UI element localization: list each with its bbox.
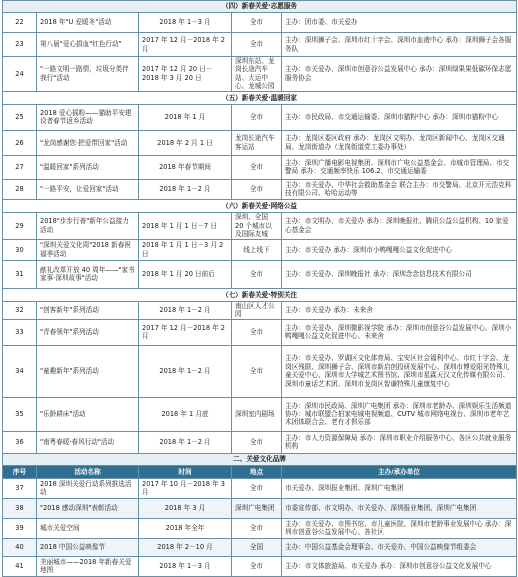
activity-place: 全国	[232, 538, 282, 556]
activity-time: 2018 年 1－3 月	[139, 13, 232, 33]
table-row	[3, 397, 517, 431]
activity-name: "创客新年"系列活动	[37, 301, 139, 319]
category-header-row	[3, 288, 517, 301]
activity-time: 2018 年 2 月 1 日	[139, 130, 232, 155]
activity-organizer: 市委宣传部、市文明办、市关爱办、深圳报业集团、深圳广电集团	[282, 498, 517, 518]
row-number: 34	[3, 345, 37, 397]
activity-time: 2018 年 1 月	[139, 104, 232, 130]
activity-organizer: 主办：市民政局、市交通运输委、深圳市猫粉中心 承办：深圳市猫粉中心	[282, 104, 517, 130]
column-header-num: 序号	[3, 465, 37, 478]
row-number: 24	[3, 57, 37, 92]
column-header-organizer: 主办/承办单位	[282, 465, 517, 478]
activity-name: "一路文明一路情，垃圾分类伴我行"活动	[37, 57, 139, 92]
table-row	[3, 130, 517, 155]
activity-organizer: 主办：市关爱办 承办：未来舍	[282, 301, 517, 319]
row-number: 25	[3, 104, 37, 130]
table-row	[3, 13, 517, 33]
row-number: 41	[3, 556, 37, 576]
row-number: 40	[3, 538, 37, 556]
activity-organizer: 主办：中国公益基金会理事会、市关爱办、中国公益映像节组委会	[282, 538, 517, 556]
table-row	[3, 104, 517, 130]
activity-name: "乐龄耕床"活动	[37, 397, 139, 431]
category-header: （六）新春关爱·网络公益	[3, 199, 517, 212]
activity-place: 深圳、全国 20 个城市以及国际友城	[232, 212, 282, 239]
table-row	[3, 478, 517, 498]
table-row	[3, 498, 517, 518]
activity-time: 2018 年 1－2 月	[139, 301, 232, 319]
table-row	[3, 319, 517, 345]
activity-organizer: 主办：市人力资源保障局 承办：深圳市职业介绍服务中心、各区公共就业服务机构	[282, 431, 517, 453]
activity-place: 线上线下	[232, 239, 282, 260]
activity-organizer: 主办：市关爱办、深圳市创意谷公益发展中心 承办：深圳绿果果低碳环保志愿服务协会	[282, 57, 517, 92]
activity-time: 2017 年 10 月－2018 年 3 月	[139, 478, 232, 498]
activity-name: 城市关爱空间	[37, 518, 139, 538]
row-number: 29	[3, 212, 37, 239]
table-row	[3, 260, 517, 288]
table-row	[3, 431, 517, 453]
activity-time: 2018 年 1 月 1 日－7 日	[139, 212, 232, 239]
activity-organizer: 主办：龙岗区委区政府 承办：龙岗区文明办、龙岗区新闻中心、龙岗区交通局、龙岗街道办（龙岗街道党工委办事处）	[282, 130, 517, 155]
table-row	[3, 57, 517, 92]
activity-organizer: 主办：深圳市民政局、深圳广电集团 承办：深圳市老龄办、深圳娱乐生活频道 协办：城市联盟合拍家电城电视频道、CUTV 城市网络电视台、深圳市老年艺术团体联合会、老有才俱乐部	[282, 397, 517, 431]
activity-name: 第八届"爱心捐血"红色行动"	[37, 33, 139, 57]
activity-name: 2018"步步行善"新年公益接力活动	[37, 212, 139, 239]
activity-name: "温暖回家"系列活动	[37, 155, 139, 179]
activity-place: 全市	[232, 319, 282, 345]
section-header-row	[3, 1, 517, 13]
activity-time: 2018 年全年	[139, 518, 232, 538]
activity-place: 全市	[232, 478, 282, 498]
table-row	[3, 301, 517, 319]
activity-place: 全市	[232, 104, 282, 130]
row-number: 31	[3, 260, 37, 288]
activity-time: 2018 年 1－2 月	[139, 179, 232, 199]
activity-name: "一路平安，让爱回家"活动	[37, 179, 139, 199]
table-row	[3, 179, 517, 199]
activity-place: 全市	[232, 13, 282, 33]
row-number: 35	[3, 397, 37, 431]
activity-organizer: 主办：市文体旅游局、市关爱办 承办：深圳市创意谷公益文化发展中心	[282, 556, 517, 576]
activity-place: 全市	[232, 33, 282, 57]
activity-place: 全市	[232, 556, 282, 576]
table-row	[3, 155, 517, 179]
column-header-time: 时间	[139, 465, 232, 478]
activity-time: 2017 年 12 月 20 日－2018 年 3 月 20 日	[139, 57, 232, 92]
row-number: 33	[3, 319, 37, 345]
activity-organizer: 主办：市关爱办、市图书馆、市儿童医院、深圳市老龄事业发展中心 承办：深圳市创意谷公益发展中心、各社区	[282, 518, 517, 538]
activity-time: 2018 年 3 月	[139, 498, 232, 518]
activity-time: 2017 年 12 月－2018 年 2 月	[139, 319, 232, 345]
table-row	[3, 556, 517, 576]
table-row	[3, 538, 517, 556]
activity-name: 2018 中国公益映像节	[37, 538, 139, 556]
activity-time: 2018 年 1 月 1 日－3 月 2 日	[139, 239, 232, 260]
activity-name: 2018 爱心摇粉——猫助平安建设者春节返乡活动	[37, 104, 139, 130]
activity-time: 2018 年 1 月 20 日前后	[139, 260, 232, 288]
activity-time: 2018 年春节期间	[139, 155, 232, 179]
activity-name: 献礼改革开放 40 周年——"家书 家事·深圳故事"活动	[37, 260, 139, 288]
table-header-row	[3, 465, 517, 478]
activity-name: "青春领年"系列活动	[37, 319, 139, 345]
column-header-place: 地点	[232, 465, 282, 478]
activity-organizer: 主办：深圳狮子会、深圳市红十字会、深圳市血液中心 承办：深圳狮子会各服务队	[282, 33, 517, 57]
table-row	[3, 33, 517, 57]
activity-name: 美丽城市——2018 年新春关爱地图	[37, 556, 139, 576]
activity-name: "童趣新年"系列活动	[37, 345, 139, 397]
section-header: （四）新春关爱·志愿服务	[3, 1, 517, 13]
row-number: 22	[3, 13, 37, 33]
activity-time: 2018 年 1－3 月	[139, 556, 232, 576]
table-row	[3, 345, 517, 397]
activity-organizer: 主办：市关爱办 承办：深圳市小鸭嘎嘎公益文化促进中心	[282, 239, 517, 260]
section-header-row	[3, 453, 517, 465]
activity-organizer: 主办：市关爱办、中华社会救助基金会 联合主办：市交警局、北京开元浩克科技有限公司、哈哈运动等	[282, 179, 517, 199]
activity-name: "南粤春暖·春风行动"活动	[37, 431, 139, 453]
program-table	[2, 0, 517, 577]
activity-place: 深圳广电集团	[232, 498, 282, 518]
row-number: 39	[3, 518, 37, 538]
row-number: 30	[3, 239, 37, 260]
activity-time: 2018 年 1 月底	[139, 397, 232, 431]
activity-place: 龙岗长途汽车客运站	[232, 130, 282, 155]
activity-place: 全市	[232, 179, 282, 199]
row-number: 37	[3, 478, 37, 498]
category-header: （七）新春关爱·特别关注	[3, 288, 517, 301]
activity-name: 2018 年"U 爱暖冬"活动	[37, 13, 139, 33]
activity-time: 2018 年 1－2 月	[139, 345, 232, 397]
activity-place: 全市	[232, 345, 282, 397]
activity-name: "龙岗感谢您·把爱带回家"活动	[37, 130, 139, 155]
table-row	[3, 518, 517, 538]
activity-organizer: 主办：市关爱办、深圳微影视学院 承办：深圳市创意谷公益发展中心、深圳小鸭嘎嘎公益文化促进中心、未来舍	[282, 319, 517, 345]
activity-place: 全市	[232, 431, 282, 453]
category-header: （五）新春关爱·温暖回家	[3, 91, 517, 104]
activity-place: 全市	[232, 518, 282, 538]
activity-organizer: 主办：市关爱办、深圳晚报社 承办：深圳念念信息技术有限公司	[282, 260, 517, 288]
activity-place: 南山区人才公园	[232, 301, 282, 319]
section-header: 二、关爱文化品牌	[3, 453, 517, 465]
activity-place: 全市	[232, 260, 282, 288]
activity-place: 深圳室内剧场	[232, 397, 282, 431]
column-header-name: 活动名称	[37, 465, 139, 478]
activity-name: 2018 深圳关爱行动系列推选活动	[37, 478, 139, 498]
activity-organizer: 主办：市关爱办、罗湖区文化体育局、宝安区社会福利中心、市红十字会、龙岗区残联、深圳狮子会、深圳市新启创投研发展中心、深圳市博爱阳光特殊儿童关爱中心、深圳市大学城艺术图书馆、深圳市星霖天汉文化传媒有限公司、深圳市童话艺术团、深圳市龙岗区智谦特殊儿童康复中心	[282, 345, 517, 397]
activity-time: 2017 年 12 月－2018 年 2 月	[139, 33, 232, 57]
row-number: 23	[3, 33, 37, 57]
activity-name: "2018 感动深圳"表彰活动	[37, 498, 139, 518]
table-row	[3, 212, 517, 239]
activity-place: 全市	[232, 155, 282, 179]
row-number: 38	[3, 498, 37, 518]
category-header-row	[3, 199, 517, 212]
activity-time: 2018 年 2－10 月	[139, 538, 232, 556]
row-number: 36	[3, 431, 37, 453]
activity-place: 深圳东站、龙岗长途汽车站、大运中心、龙城公园	[232, 57, 282, 92]
activity-time: 2018 年 1－2 月	[139, 431, 232, 453]
activity-organizer: 市关爱办、深圳报业集团、深圳广电集团	[282, 478, 517, 498]
activity-organizer: 主办：深圳广播电影电视集团、深圳市广电公益基金会、市城市管理局、市交警局 承办：交通频率快乐 106.2、市交通运输委	[282, 155, 517, 179]
category-header-row	[3, 91, 517, 104]
row-number: 27	[3, 155, 37, 179]
activity-name: "深圳关爱文化周"2018 新春祝福季活动	[37, 239, 139, 260]
row-number: 32	[3, 301, 37, 319]
activity-organizer: 主办：团市委、市关爱办	[282, 13, 517, 33]
row-number: 28	[3, 179, 37, 199]
row-number: 26	[3, 130, 37, 155]
table-row	[3, 239, 517, 260]
activity-organizer: 主办：市文明办、市关爱办 承办：深圳晚报社、腾讯公益公益机构、10 家爱心基金会	[282, 212, 517, 239]
